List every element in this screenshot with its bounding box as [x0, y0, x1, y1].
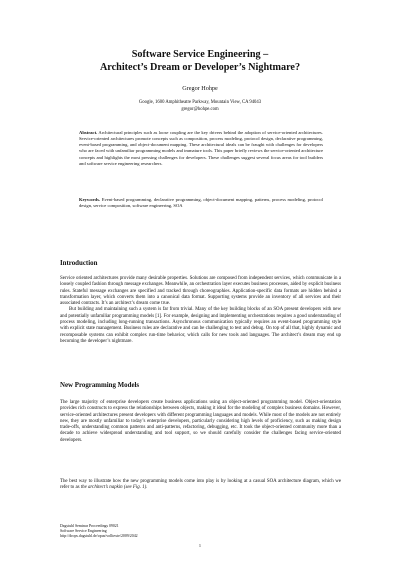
- keywords: [79, 197, 323, 209]
- programming-models-body-2: [60, 479, 341, 492]
- section-heading-new-programming-models: New Programming Models: [60, 382, 140, 389]
- footer-proceedings: [60, 524, 138, 539]
- title-line-1: Software Service Engineering –: [131, 49, 269, 60]
- page-number: 1: [198, 543, 202, 548]
- author-name: Gregor Hohpe: [182, 85, 218, 92]
- footer-line-1: Dagstuhl Seminar Proceedings 09021: [60, 524, 119, 528]
- napkin-reference: the architect’s napkin (see Fig. 1).: [80, 485, 148, 491]
- keywords-text: Event-based programming, declarative programming, object-document mapping, patterns, process modeling, protocol design, service composition, software engineering, SOA: [79, 197, 323, 209]
- programming-models-body: [60, 400, 341, 444]
- introduction-paragraph-1: Service oriented architectures provide many desirable properties. Solutions are composed from independent services, which communicate in a loosely coupled fashion through message exchanges. Meanwhile, an orchestration layer executes business processes, aided by explicit business rules. Stateful message exchanges are specified and tracked through choreographies. Application-specific data formats are hidden behind a transformation layer, which converts them into a canonical data format. Supporting systems provide an inventory of all services and their associated contracts. It’s an architect’s dream come true.: [60, 276, 341, 307]
- abstract-label: Abstract.: [79, 130, 98, 135]
- title-line-2: Architect’s Dream or Developer’s Nightmare?: [99, 62, 301, 73]
- programming-models-paragraph-2: [60, 479, 341, 492]
- footer-line-2: Software Service Engineering: [60, 529, 107, 534]
- footer-url: http://drops.dagstuhl.de/opus/volltexte/2009/2042: [60, 534, 138, 539]
- introduction-paragraph-2: But building and maintaining such a system is far from trivial. Many of the key building blocks of an SOA present developers with new and potentially unfamiliar programming models [1]. For example, designing and implementing orchestrations requires a good understanding of process modeling, including long-running transactions. Asynchronous communication typically requires an event-based programming style with explicit state management. Business rules are declarative and can be challenging to test and debug. On top of all that, highly dynamic and recomposable systems can exhibit complex run-time behavior, which calls for new tools and languages. The architect’s dream may end up becoming the developer’s nightmare.: [60, 307, 341, 344]
- affiliation: Google, 1600 Amphitheatre Parkway, Mountain View, CA 94043: [138, 100, 262, 105]
- section-heading-introduction: Introduction: [60, 260, 98, 267]
- paragraph-2-text: The best way to illustrate how the new programming models come into play is by looking at a casual SOA architecture diagram, which we refer to as: [60, 479, 341, 491]
- paper-title: [60, 48, 340, 74]
- programming-models-paragraph-1: The large majority of enterprise developers create business applications using an object-oriented programming model. Object-orientation provides rich constructs to express the relationships between objects, making it ideal for the modeling of complex business domains. However, service-oriented architectures present developers with different programming languages and models. While most of the models are not entirely new, they are mostly unfamiliar to today’s enterprise developers, particularly considering high levels of proficiency, such as making design trade-offs, understanding common patterns and anti-patterns, refactoring, debugging, etc. It took the object-oriented community more than a decade to achieve widespread understanding and tool support, so we should carefully consider the challenges facing service-oriented developers.: [60, 400, 341, 443]
- introduction-body: [60, 276, 341, 345]
- keywords-label: Keywords.: [79, 197, 101, 202]
- author-email: gregor@hohpe.com: [181, 106, 219, 112]
- author-affiliation-block: [60, 100, 340, 113]
- abstract-text: Architectural principles such as loose coupling are the key drivers behind the adoption of service-oriented architectures. Service-oriented architectures promote concepts such as composition, process modeling, protocol design, declarative programming, event-based programming, and object-document mapping. These architectural ideals can be fraught with challenges for developers who are faced with unfamiliar programming models and immature tools. This paper briefly reviews the service-oriented architecture concepts and highlights the most pressing challenges for developers. These challenges suggest several focus areas for tool builders and software service engineering researchers.: [79, 130, 323, 166]
- abstract: [79, 130, 323, 167]
